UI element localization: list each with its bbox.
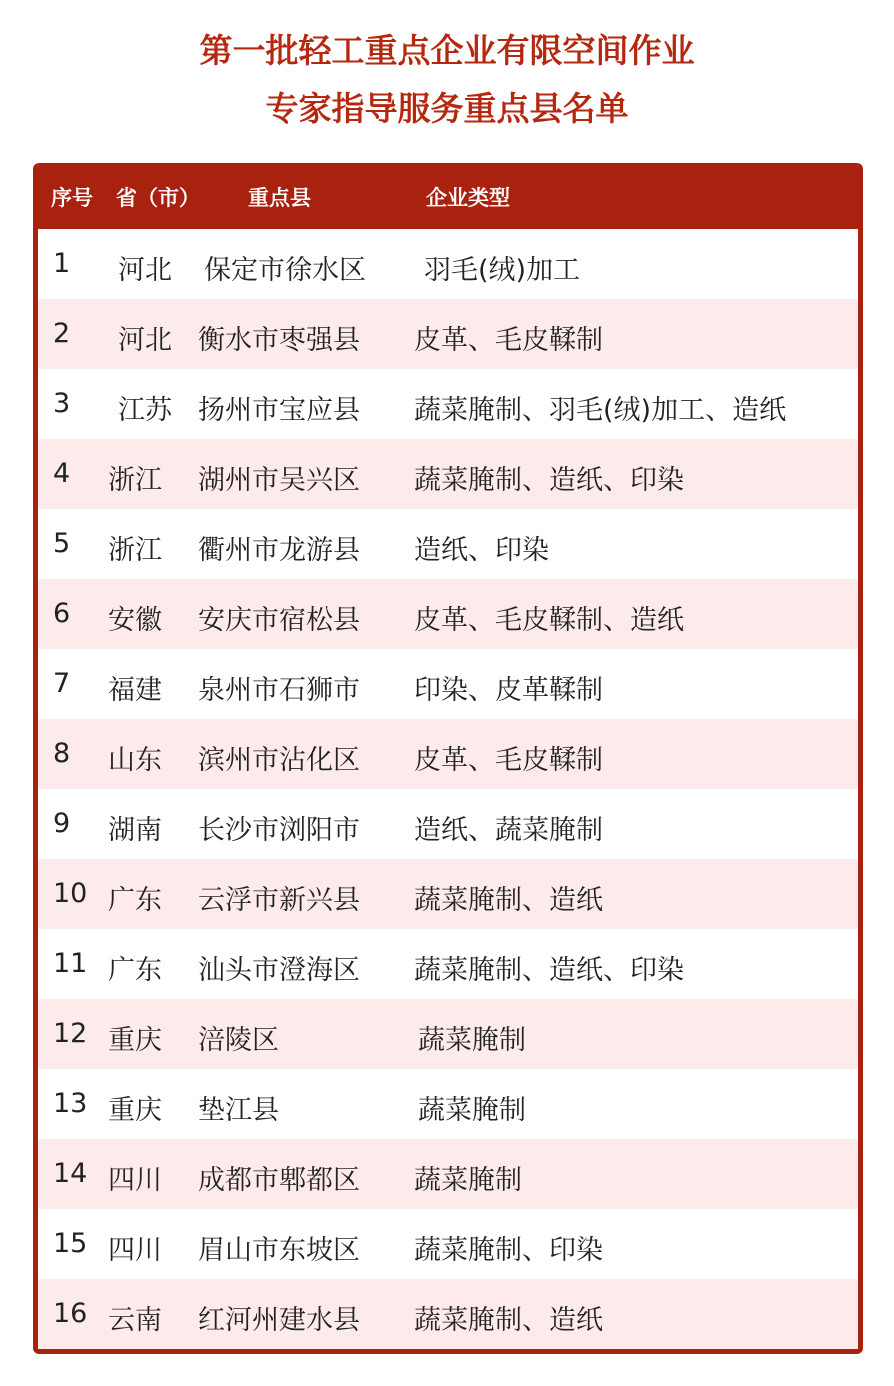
table-row — [38, 369, 858, 439]
cell-seq: 8 — [53, 738, 71, 769]
cell-county: 扬州市宝应县 — [198, 395, 360, 426]
cell-type: 蔬菜腌制、造纸 — [414, 1305, 603, 1336]
table-header — [38, 163, 858, 229]
cell-type: 蔬菜腌制、造纸 — [414, 885, 603, 916]
cell-seq: 3 — [53, 388, 71, 419]
cell-seq: 9 — [53, 808, 71, 839]
title-line-1: 第一批轻工重点企业有限空间作业 — [199, 31, 695, 70]
cell-county: 眉山市东坡区 — [198, 1235, 360, 1266]
header-type: 企业类型 — [426, 186, 510, 210]
cell-county: 湖州市吴兴区 — [198, 465, 360, 496]
cell-type: 皮革、毛皮鞣制 — [414, 745, 603, 776]
cell-type: 蔬菜腌制 — [418, 1025, 526, 1056]
cell-type: 印染、皮革鞣制 — [414, 675, 603, 706]
cell-type: 皮革、毛皮鞣制、造纸 — [414, 605, 684, 636]
cell-seq: 5 — [53, 528, 71, 559]
page-title — [0, 22, 894, 138]
cell-province: 云南 — [108, 1305, 162, 1336]
cell-seq: 7 — [53, 668, 71, 699]
cell-province: 广东 — [108, 885, 162, 916]
cell-county: 垫江县 — [198, 1095, 279, 1126]
cell-county: 成都市郫都区 — [198, 1165, 360, 1196]
cell-province: 江苏 — [118, 395, 172, 426]
table-row — [38, 719, 858, 789]
table-row — [38, 999, 858, 1069]
table-row — [38, 1209, 858, 1279]
cell-province: 重庆 — [108, 1025, 162, 1056]
cell-county: 汕头市澄海区 — [198, 955, 360, 986]
cell-type: 羽毛(绒)加工 — [424, 255, 581, 286]
cell-province: 安徽 — [108, 605, 162, 636]
cell-type: 蔬菜腌制 — [414, 1165, 522, 1196]
cell-type: 造纸、蔬菜腌制 — [414, 815, 603, 846]
cell-province: 河北 — [118, 325, 172, 356]
cell-county: 涪陵区 — [198, 1025, 279, 1056]
cell-county: 保定市徐水区 — [204, 255, 366, 286]
header-seq: 序号 — [51, 186, 93, 210]
header-province: 省（市） — [116, 186, 200, 210]
cell-county: 红河州建水县 — [198, 1305, 360, 1336]
cell-type: 蔬菜腌制、印染 — [414, 1235, 603, 1266]
cell-province: 浙江 — [108, 535, 162, 566]
cell-seq: 6 — [53, 598, 71, 629]
cell-seq: 11 — [53, 948, 88, 979]
cell-seq: 14 — [53, 1158, 88, 1189]
cell-province: 浙江 — [108, 465, 162, 496]
table-row — [38, 1069, 858, 1139]
cell-county: 泉州市石狮市 — [198, 675, 360, 706]
cell-seq: 10 — [53, 878, 88, 909]
table-row — [38, 859, 858, 929]
table-row — [38, 299, 858, 369]
cell-seq: 15 — [53, 1228, 88, 1259]
cell-county: 长沙市浏阳市 — [198, 815, 360, 846]
cell-county: 衢州市龙游县 — [198, 535, 360, 566]
cell-type: 皮革、毛皮鞣制 — [414, 325, 603, 356]
table-row — [38, 509, 858, 579]
cell-county: 安庆市宿松县 — [198, 605, 360, 636]
cell-province: 四川 — [108, 1235, 162, 1266]
cell-type: 造纸、印染 — [414, 535, 549, 566]
title-line-2: 专家指导服务重点县名单 — [265, 89, 629, 128]
table-row — [38, 1279, 858, 1349]
cell-seq: 4 — [53, 458, 71, 489]
table-row — [38, 579, 858, 649]
cell-province: 山东 — [108, 745, 162, 776]
cell-county: 滨州市沾化区 — [198, 745, 360, 776]
cell-seq: 16 — [53, 1298, 88, 1329]
cell-seq: 1 — [53, 248, 71, 279]
table-row — [38, 229, 858, 299]
table-row — [38, 789, 858, 859]
cell-type: 蔬菜腌制、造纸、印染 — [414, 465, 684, 496]
cell-province: 福建 — [108, 675, 162, 706]
cell-province: 湖南 — [108, 815, 162, 846]
table-row — [38, 1139, 858, 1209]
cell-county: 云浮市新兴县 — [198, 885, 360, 916]
cell-province: 河北 — [118, 255, 172, 286]
table-row — [38, 929, 858, 999]
cell-seq: 13 — [53, 1088, 88, 1119]
cell-province: 广东 — [108, 955, 162, 986]
cell-type: 蔬菜腌制、造纸、印染 — [414, 955, 684, 986]
header-county: 重点县 — [248, 186, 311, 210]
cell-seq: 2 — [53, 318, 71, 349]
cell-type: 蔬菜腌制、羽毛(绒)加工、造纸 — [414, 395, 787, 426]
cell-type: 蔬菜腌制 — [418, 1095, 526, 1126]
table-row — [38, 649, 858, 719]
county-table — [33, 163, 863, 1354]
table-body — [38, 229, 858, 1349]
cell-province: 重庆 — [108, 1095, 162, 1126]
cell-county: 衡水市枣强县 — [198, 325, 360, 356]
cell-seq: 12 — [53, 1018, 88, 1049]
table-row — [38, 439, 858, 509]
cell-province: 四川 — [108, 1165, 162, 1196]
